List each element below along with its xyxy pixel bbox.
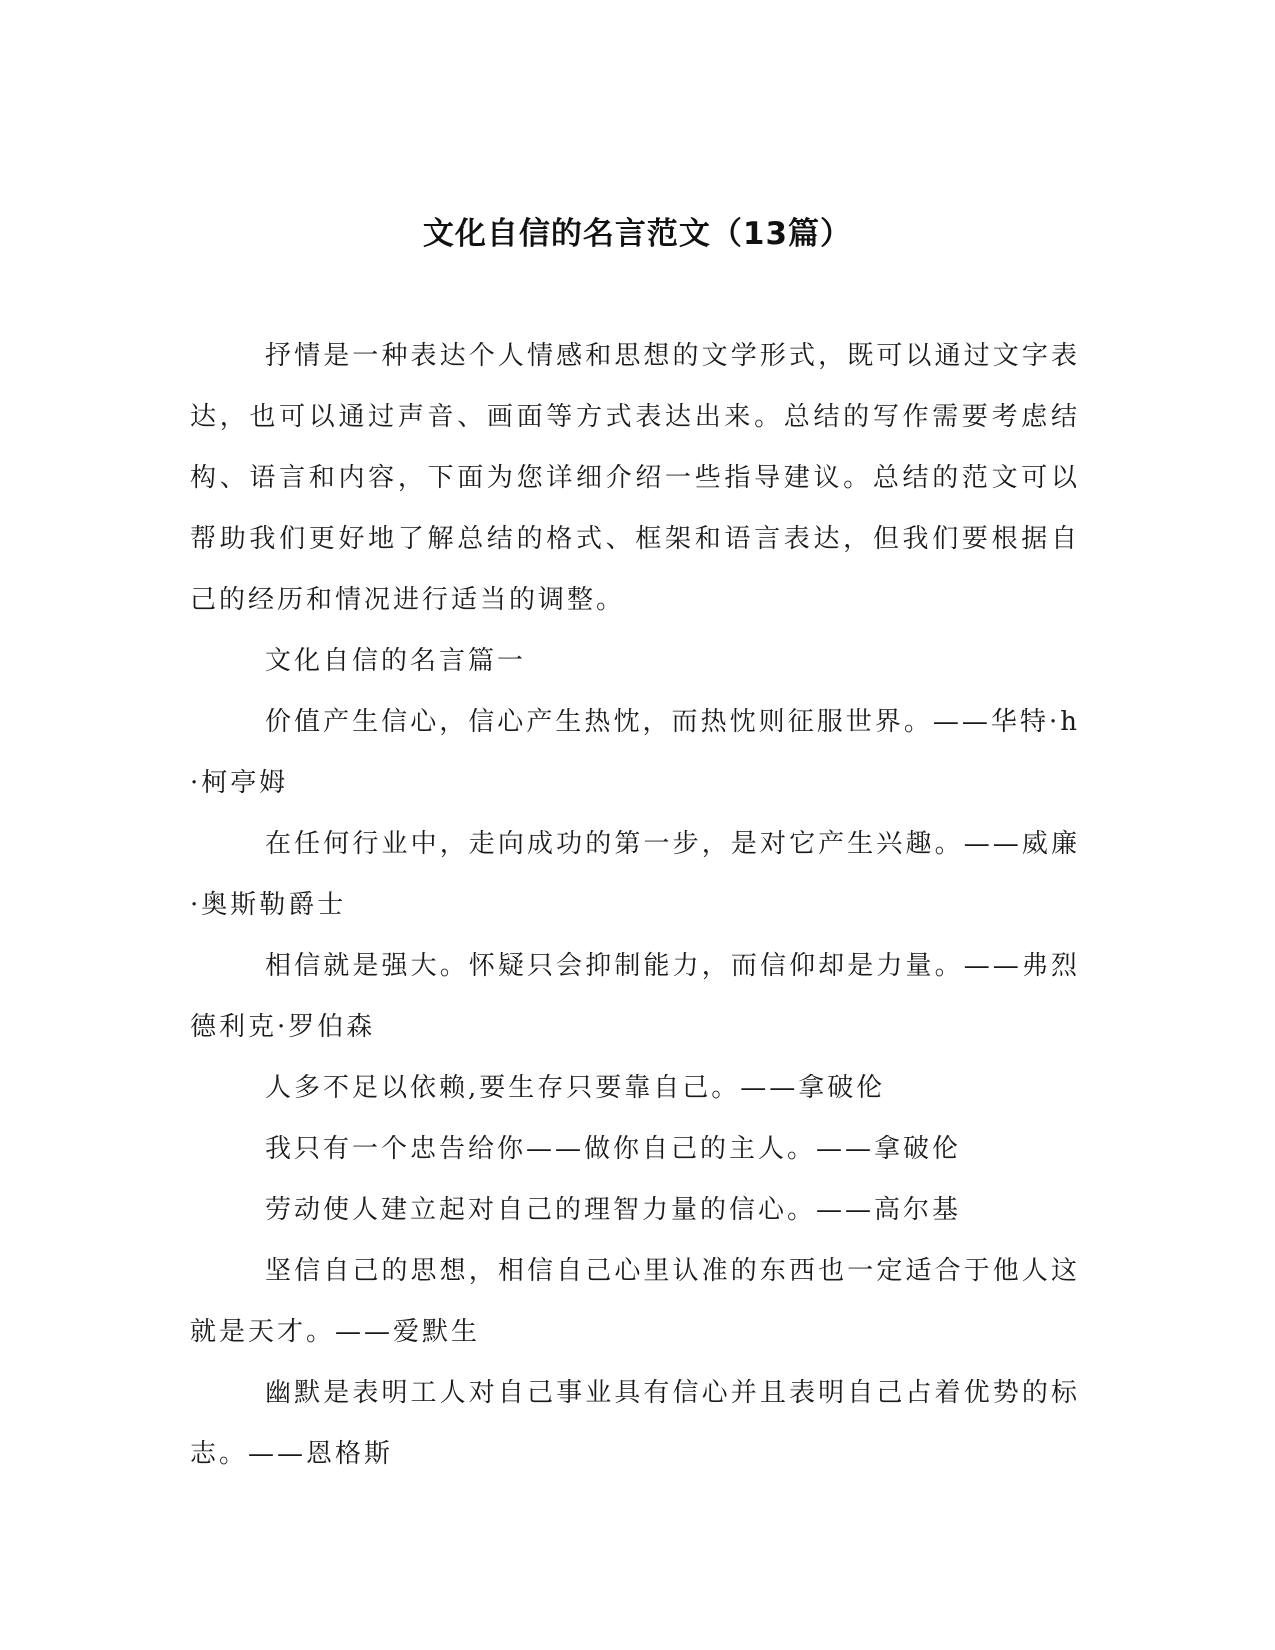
document-body: [190, 326, 1080, 1485]
quote-paragraph: 坚信自己的思想，相信自己心里认准的东西也一定适合于他人这就是天才。——爱默生: [190, 1256, 1080, 1347]
quote-paragraph: 幽默是表明工人对自己事业具有信心并且表明自己占着优势的标志。——恩格斯: [190, 1378, 1080, 1469]
quote-paragraph: 劳动使人建立起对自己的理智力量的信心。——高尔基: [265, 1195, 962, 1225]
quote-paragraph: 我只有一个忠告给你——做你自己的主人。——拿破伦: [265, 1134, 962, 1164]
document-title: 文化自信的名言范文（13篇）: [422, 216, 853, 252]
quote-paragraph: 相信就是强大。怀疑只会抑制能力，而信仰却是力量。——弗烈德利克·罗伯森: [190, 951, 1080, 1042]
quote-paragraph: 价值产生信心，信心产生热忱，而热忱则征服世界。——华特·h·柯亭姆: [190, 707, 1080, 798]
section-heading: 文化自信的名言篇一: [265, 646, 527, 676]
intro-paragraph: 抒情是一种表达个人情感和思想的文学形式，既可以通过文字表达，也可以通过声音、画面等方式表达出来。总结的写作需要考虑结构、语言和内容，下面为您详细介绍一些指导建议。总结的范文可以帮助我们更好地了解总结的格式、框架和语言表达，但我们要根据自己的经历和情况进行适当的调整。: [190, 341, 1080, 615]
quote-paragraph: 在任何行业中，走向成功的第一步，是对它产生兴趣。——威廉·奥斯勒爵士: [190, 829, 1080, 920]
quote-paragraph: 人多不足以依赖,要生存只要靠自己。——拿破伦: [265, 1073, 886, 1103]
